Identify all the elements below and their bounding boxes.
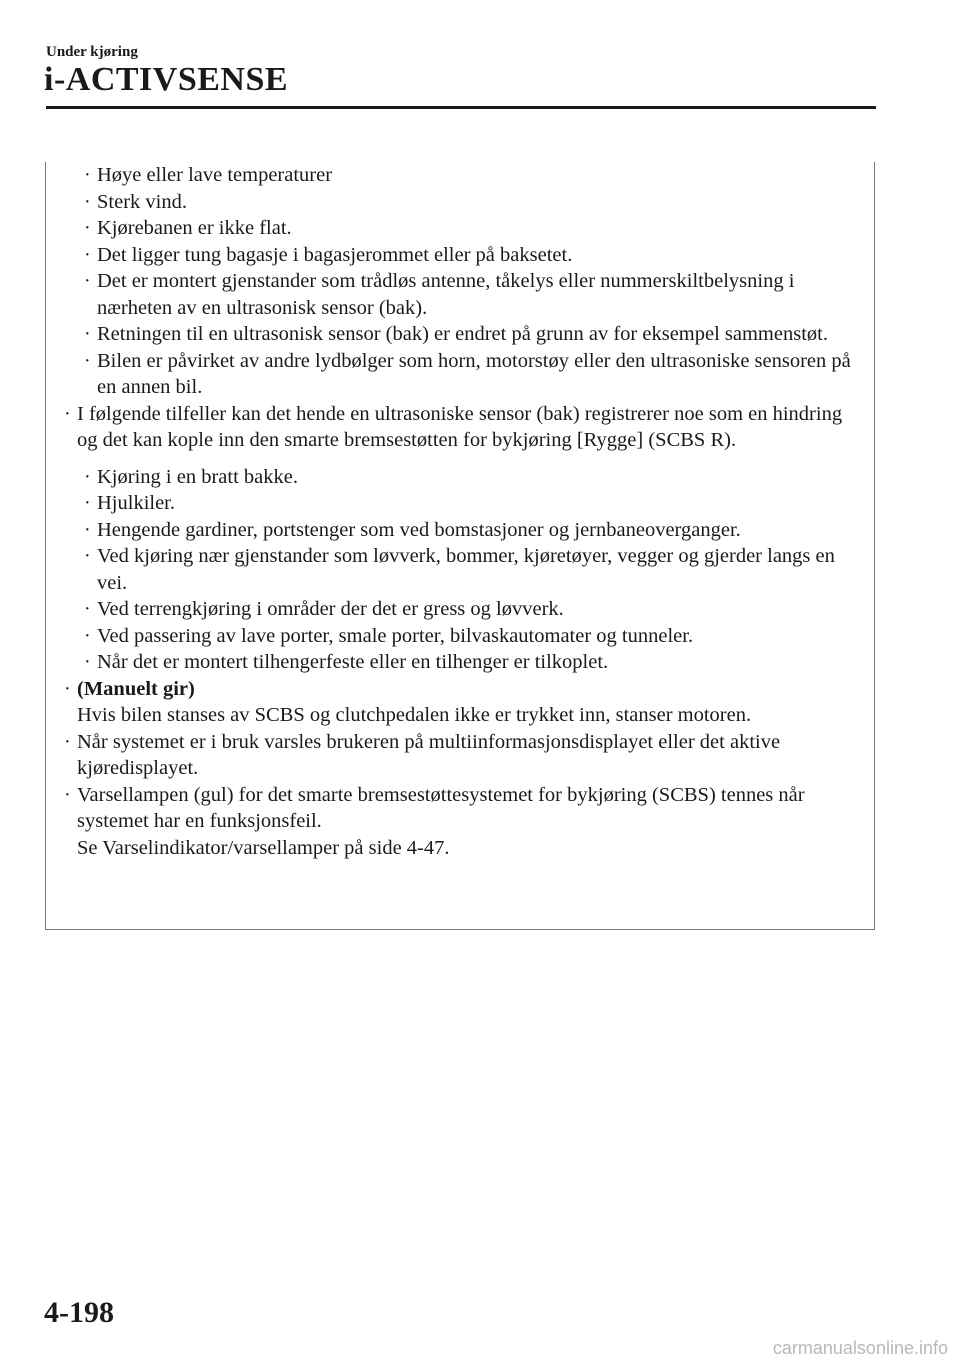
bullet-icon: · (84, 349, 91, 372)
bullet-icon: · (84, 243, 91, 266)
chapter-title: i-ACTIVSENSE (44, 61, 289, 98)
bullet-icon: · (84, 545, 91, 567)
main-list-b (61, 676, 861, 862)
list-item: · Hjulkiler. (97, 490, 861, 517)
bullet-icon: · (84, 217, 91, 239)
bullet-icon: · (84, 465, 91, 488)
sub-list-conditions (61, 162, 861, 401)
list-item: · Høye eller lave temperaturer (97, 162, 861, 189)
list-item (64, 676, 861, 729)
bullet-icon: · (84, 190, 91, 213)
list-item: · Kjørebanen er ikke flat. (97, 215, 861, 242)
list-item: · Når systemet er i bruk varsles brukeren på multiinformasjonsdisplayet eller det aktive kjøredisplayet. (64, 730, 781, 779)
content (61, 162, 861, 861)
bullet-icon: · (64, 402, 71, 425)
list-item: · Ved terrengkjøring i områder der det er gress og løvverk. (97, 596, 861, 623)
header-rule (46, 106, 876, 109)
bullet-icon: · (84, 270, 91, 292)
manual-gear-text: Hvis bilen stanses av SCBS og clutchpedalen ikke er trykket inn, stanser motoren. (77, 704, 752, 726)
list-item: · Det er montert gjenstander som trådløs antenne, tåkelys eller nummerskiltbelysning i nærheten av en ultrasonisk sensor (bak). (84, 270, 795, 319)
list-item: · Sterk vind. (97, 189, 861, 216)
manual-gear-heading: (Manuelt gir) (77, 677, 195, 700)
list-item: · Kjøring i en bratt bakke. (97, 464, 861, 491)
sub-list-situations (61, 464, 861, 676)
list-item: · Når det er montert tilhengerfeste eller en tilhenger er tilkoplet. (97, 649, 861, 676)
list-item: · Ved kjøring nær gjenstander som løvverk, bommer, kjøretøyer, vegger og gjerder langs en vei. (84, 545, 835, 594)
warning-light-text: Varsellampen (gul) for det smarte bremsestøttesystemet for bykjøring (SCBS) tennes når systemet har en funksjonsfeil. (77, 783, 805, 832)
bullet-icon: · (64, 730, 71, 753)
bullet-icon: · (64, 783, 71, 806)
list-item: · Det ligger tung bagasje i bagasjerommet eller på baksetet. (97, 242, 861, 269)
section-label: Under kjøring (46, 44, 138, 60)
list-item (64, 782, 861, 862)
list-item: · Bilen er påvirket av andre lydbølger som horn, motorstøy eller den ultrasoniske sensoren på en annen bil. (84, 349, 851, 398)
list-item: · Retningen til en ultrasonisk sensor (bak) er endret på grunn av for eksempel sammenstøt. (97, 321, 861, 348)
bullet-icon: · (84, 624, 91, 647)
main-list-a (61, 401, 861, 454)
bullet-icon: · (84, 323, 91, 345)
bullet-icon: · (84, 651, 91, 673)
bullet-icon: · (84, 164, 91, 186)
bullet-icon: · (84, 492, 91, 514)
bullet-icon: · (64, 677, 71, 700)
bullet-icon: · (84, 598, 91, 620)
list-item: · Ved passering av lave porter, smale porter, bilvaskautomater og tunneler. (97, 623, 861, 650)
list-item: · I følgende tilfeller kan det hende en ultrasoniske sensor (bak) registrerer noe som en hindring og det kan kople inn den smarte bremsestøtten for bykjøring [Rygge] (SCBS R). (64, 402, 843, 451)
bullet-icon: · (84, 518, 91, 541)
watermark: carmanualsonline.info (772, 1338, 948, 1358)
page-number: 4-198 (44, 1296, 114, 1329)
list-item: · Hengende gardiner, portstenger som ved bomstasjoner og jernbaneoverganger. (97, 517, 861, 544)
cross-reference: Se Varselindikator/varsellamper på side 4-47. (77, 836, 450, 859)
